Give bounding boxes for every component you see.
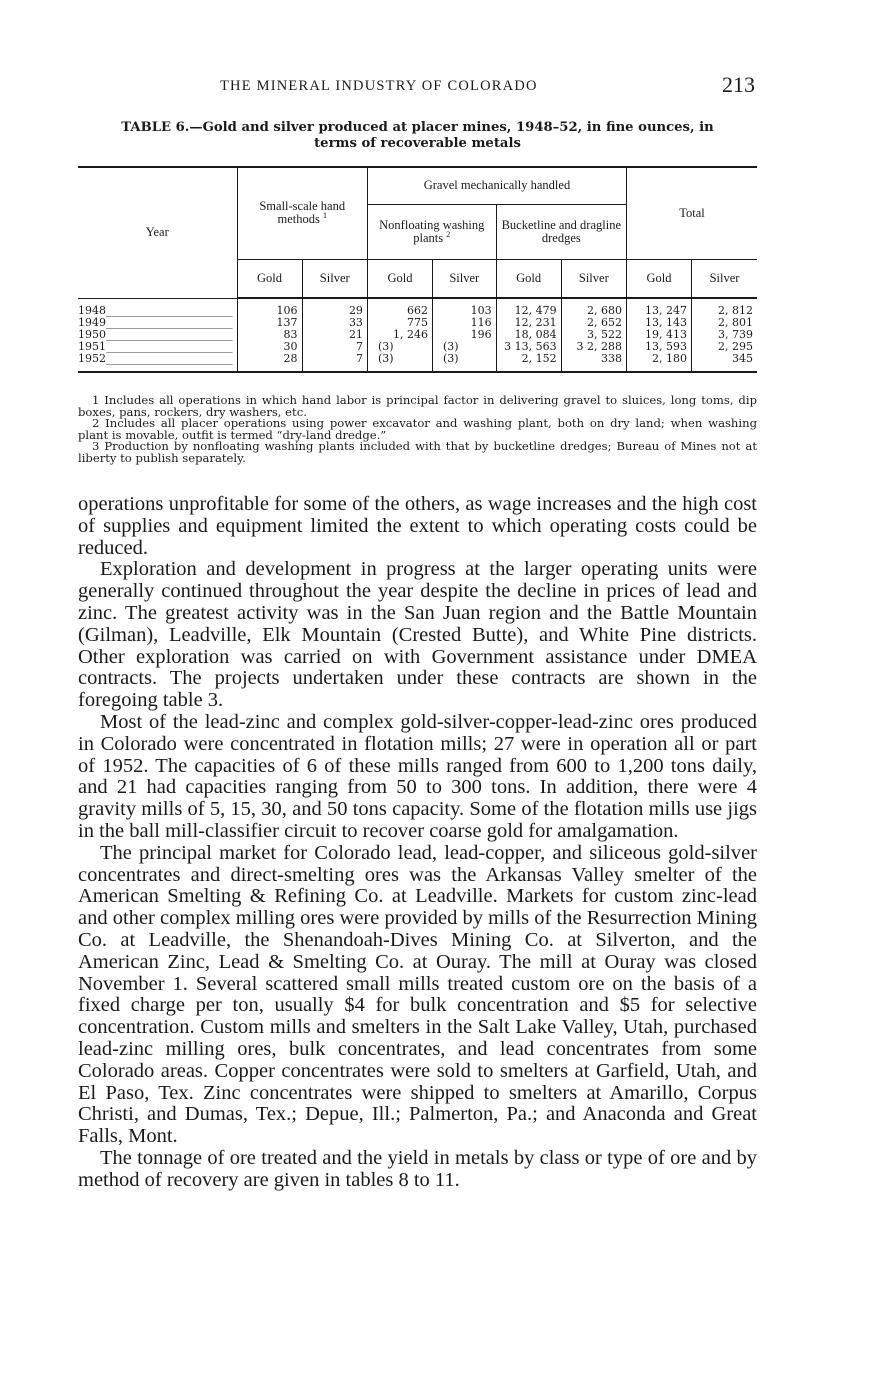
paragraph-flotation-mills: Most of the lead-zinc and complex gold-silver-copper-lead-zinc ores produced in Colorado were concentrated in flotation mills; 27 were in operation all or part of 1952. The capacities of 6 of these mills ranged from 600 to 1,200 tons daily, and 21 had capacities ranging from 50 to 300 tons. In addition, there were 4 gravity mills of 5, 15, 30, and 50 tons capacity. Some of the flotation mills use jigs in the ball mill-classifier circuit to recover coarse gold for amalgamation. [78, 710, 757, 842]
header-small-scale [237, 167, 367, 259]
cell-hand-gold: 83 [237, 329, 302, 341]
paragraph-continued: operations unprofitable for some of the others, as wage increases and the high cost of supplies and equipment limited the extent to which operating costs could be reduced. [78, 493, 757, 559]
header-nonfloating [367, 204, 496, 259]
running-title: THE MINERAL INDUSTRY OF COLORADO [220, 78, 538, 94]
header-total-silver: Silver [692, 259, 757, 298]
header-hand-silver: Silver [302, 259, 367, 298]
cell-wash-silver: (3) [433, 341, 497, 353]
cell-year: 1948_______________________ [78, 303, 233, 317]
table-caption-line-1: TABLE 6.—Gold and silver produced at placer mines, 1948–52, in fine ounces, in [121, 120, 714, 135]
running-head [78, 72, 757, 102]
header-gravel: Gravel mechanically handled [367, 167, 626, 204]
cell-hand-silver: 33 [302, 317, 367, 329]
cell-hand-gold: 30 [237, 341, 302, 353]
header-total-gold: Gold [627, 259, 692, 298]
cell-wash-silver: 116 [433, 317, 497, 329]
table-caption-line-2: terms of recoverable metals [314, 136, 521, 151]
cell-wash-silver: 196 [433, 329, 497, 341]
header-bucketline: Bucketline and dragline dredges [496, 204, 626, 259]
cell-hand-gold: 106 [237, 298, 302, 317]
header-nonfloating-label: Nonfloating washing plants [379, 217, 485, 245]
cell-dredge-gold: 3 13, 563 [496, 341, 561, 353]
cell-hand-silver: 29 [302, 298, 367, 317]
header-wash-gold: Gold [367, 259, 432, 298]
cell-dredge-silver: 2, 680 [561, 298, 626, 317]
cell-total-silver: 2, 812 [692, 298, 757, 317]
cell-total-silver: 2, 295 [692, 341, 757, 353]
cell-total-gold: 13, 143 [627, 317, 692, 329]
cell-total-silver: 345 [692, 353, 757, 372]
cell-dredge-silver: 3, 522 [561, 329, 626, 341]
cell-total-gold: 13, 593 [627, 341, 692, 353]
footnote-ref-2: 2 [446, 229, 451, 239]
cell-total-gold: 13, 247 [627, 298, 692, 317]
placer-production-table [78, 166, 757, 373]
paragraph-markets: The principal market for Colorado lead, lead-copper, and siliceous gold-silver concentrates and direct-smelting ores was the Arkansas Valley smelter of the American Smelting & Refining Co. at Leadville. Markets for custom zinc-lead and other complex milling ores were provided by mills of the Resurrection Mining Co. at Leadville, the Shenandoah-Dives Mining Co. at Silverton, and the American Zinc, Lead & Smelting Co. at Ouray. The mill at Ouray was closed November 1. Several scattered small mills treated custom ore on the basis of a fixed charge per ton, usually $4 for bulk concentration and $5 for selective concentration. Custom mills and smelters in the Salt Lake Valley, Utah, purchased lead-zinc milling ores, bulk concentrates, and lead concentrates from some Colorado areas. Copper concentrates were sold to smelters at Garfield, Utah, and El Paso, Tex. Zinc concentrates were shipped to smelters at Amarillo, Corpus Christi, and Dumas, Tex.; Depue, Ill.; Palmerton, Pa.; and Anaconda and Great Falls, Mont. [78, 841, 757, 1148]
table-row [78, 353, 757, 372]
cell-year: 1952_______________________ [78, 353, 237, 372]
paragraph-exploration: Exploration and development in progress at the larger operating units were generally continued throughout the year despite the decline in prices of lead and zinc. The greatest activity was in the San Juan region and the Battle Mountain (Gilman), Leadville, Elk Mountain (Crested Butte), and White Pine districts. Other exploration was carried on with Government assistance under DMEA contracts. The projects undertaken under these contracts are shown in the foregoing table 3. [78, 558, 757, 712]
cell-year: 1950_______________________ [78, 329, 233, 341]
header-wash-silver: Silver [433, 259, 497, 298]
cell-total-gold: 2, 180 [627, 353, 692, 372]
cell-dredge-silver: 2, 652 [561, 317, 626, 329]
cell-wash-silver: 103 [433, 298, 497, 317]
cell-dredge-silver: 338 [561, 353, 626, 372]
cell-wash-silver: (3) [433, 353, 497, 372]
body-text [78, 494, 757, 1192]
footnote-2: 2 Includes all placer operations using power excavator and washing plant, both on dry land; when washing plant is movable, outfit is termed “dry-land dredge.” [78, 416, 757, 442]
header-dredge-silver: Silver [561, 259, 626, 298]
cell-dredge-gold: 18, 084 [496, 329, 561, 341]
cell-dredge-silver: 3 2, 288 [561, 341, 626, 353]
cell-hand-silver: 21 [302, 329, 367, 341]
table-caption [78, 120, 757, 152]
cell-hand-silver: 7 [302, 341, 367, 353]
header-year: Year [78, 167, 237, 298]
cell-total-silver: 2, 801 [692, 317, 757, 329]
cell-wash-gold: (3) [367, 353, 432, 372]
cell-total-gold: 19, 413 [627, 329, 692, 341]
header-hand-gold: Gold [237, 259, 302, 298]
paragraph-tonnage: The tonnage of ore treated and the yield in metals by class or type of ore and by method of recovery are given in tables 8 to 11. [78, 1146, 757, 1191]
table-row [78, 298, 757, 317]
cell-hand-silver: 7 [302, 353, 367, 372]
cell-total-silver: 3, 739 [692, 329, 757, 341]
footnote-1: 1 Includes all operations in which hand labor is principal factor in delivering gravel to sluices, long toms, dip boxes, pans, rockers, dry washers, etc. [78, 393, 757, 419]
header-small-scale-label: Small-scale hand methods [259, 199, 346, 227]
table-footnotes [78, 395, 757, 465]
footnote-ref-1: 1 [322, 211, 327, 221]
cell-hand-gold: 28 [237, 353, 302, 372]
header-dredge-gold: Gold [496, 259, 561, 298]
cell-year: 1949_______________________ [78, 317, 233, 329]
cell-year: 1951_______________________ [78, 341, 233, 353]
cell-hand-gold: 137 [237, 317, 302, 329]
page-number: 213 [722, 72, 755, 97]
cell-wash-gold: 662 [367, 298, 432, 317]
footnote-3: 3 Production by nonfloating washing plants included with that by bucketline dredges; Bureau of Mines not at liberty to publish separately. [78, 439, 757, 465]
cell-dredge-gold: 12, 231 [496, 317, 561, 329]
cell-wash-gold: 775 [367, 317, 432, 329]
cell-dredge-gold: 2, 152 [496, 353, 561, 372]
cell-wash-gold: 1, 246 [367, 329, 432, 341]
cell-dredge-gold: 12, 479 [496, 298, 561, 317]
cell-wash-gold: (3) [367, 341, 432, 353]
header-total: Total [627, 167, 757, 259]
